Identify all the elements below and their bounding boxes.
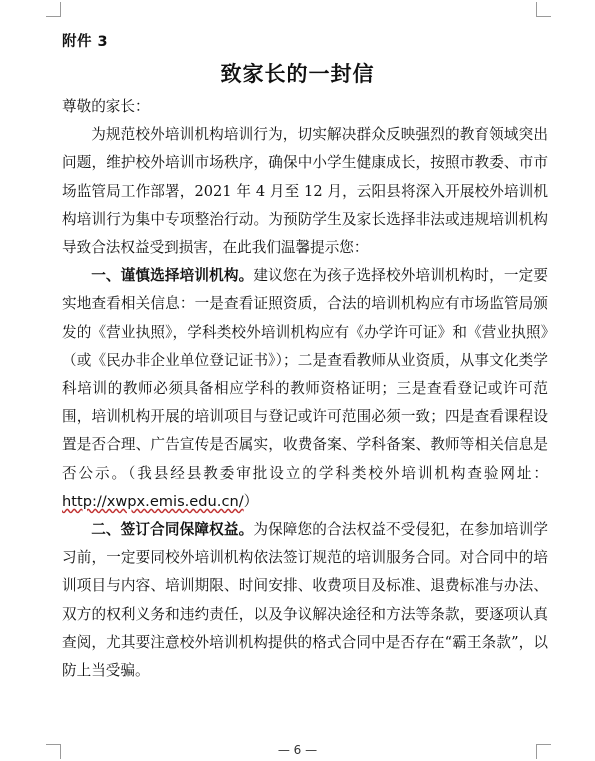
section-1-heading: 一、谨慎选择培训机构。 (91, 267, 254, 285)
page-number: — 6 — (277, 743, 318, 757)
crop-mark-top-right (536, 2, 551, 17)
intro-paragraph: 为规范校外培训机构培训行为，切实解决群众反映强烈的教育领域突出问题，维护校外培训市场秩序，确保中小学生健康成长，按照市教委、市市场监管局工作部署，2021 年 4 月至 12 月，云阳县将深入开展校外培训机构培训行为集中专项整治行动。为预防学生及家长选择非法或违规培训机构导致合法权益受到损害，在此我们温馨提示您： (62, 126, 548, 257)
letter-body (62, 93, 548, 685)
section-1-paragraph (62, 262, 548, 516)
verification-url-link[interactable]: http://xwpx.emis.edu.cn/ (62, 492, 244, 510)
letter-title: 致家长的一封信 (220, 61, 375, 86)
attachment-label: 附件 3 (62, 34, 109, 50)
section-2-text: 为保障您的合法权益不受侵犯，在参加培训学习前，一定要同校外培训机构依法签订规范的培训服务合同。对合同中的培训项目与内容、培训期限、时间安排、收费项目及标准、退费标准与办法、双方的权利义务和违约责任，以及争议解决途径和方法等条款，要逐项认真查阅，尤其要注意校外培训机构提供的格式合同中是否存在“霸王条款”，以防上当受骗。 (62, 521, 548, 680)
section-1-text-end: ） (243, 492, 259, 510)
salutation: 尊敬的家长： (62, 98, 150, 115)
section-1-text: 建议您在为孩子选择校外培训机构时，一定要实地查看相关信息：一是查看证照资质，合法的培训机构应有市场监管局颁发的《营业执照》，学科类校外培训机构应有《办学许可证》和《营业执照》（或《民办非企业单位登记证书》）；二是查看教师从业资质，从事文化类学科培训的教师必须具备相应学科的教师资格证明；三是查看登记或许可范围，培训机构开展的培训项目与登记或许可范围必须一致；四是查看课程设置是否合理、广告宣传是否属实，收费备案、学科备案、教师等相关信息是否公示。（我县经县教委审批设立的学科类校外培训机构查验网址： (62, 267, 548, 482)
crop-mark-top-left (46, 2, 61, 17)
section-2-heading: 二、签订合同保障权益。 (91, 521, 254, 539)
section-2-paragraph (62, 516, 548, 685)
